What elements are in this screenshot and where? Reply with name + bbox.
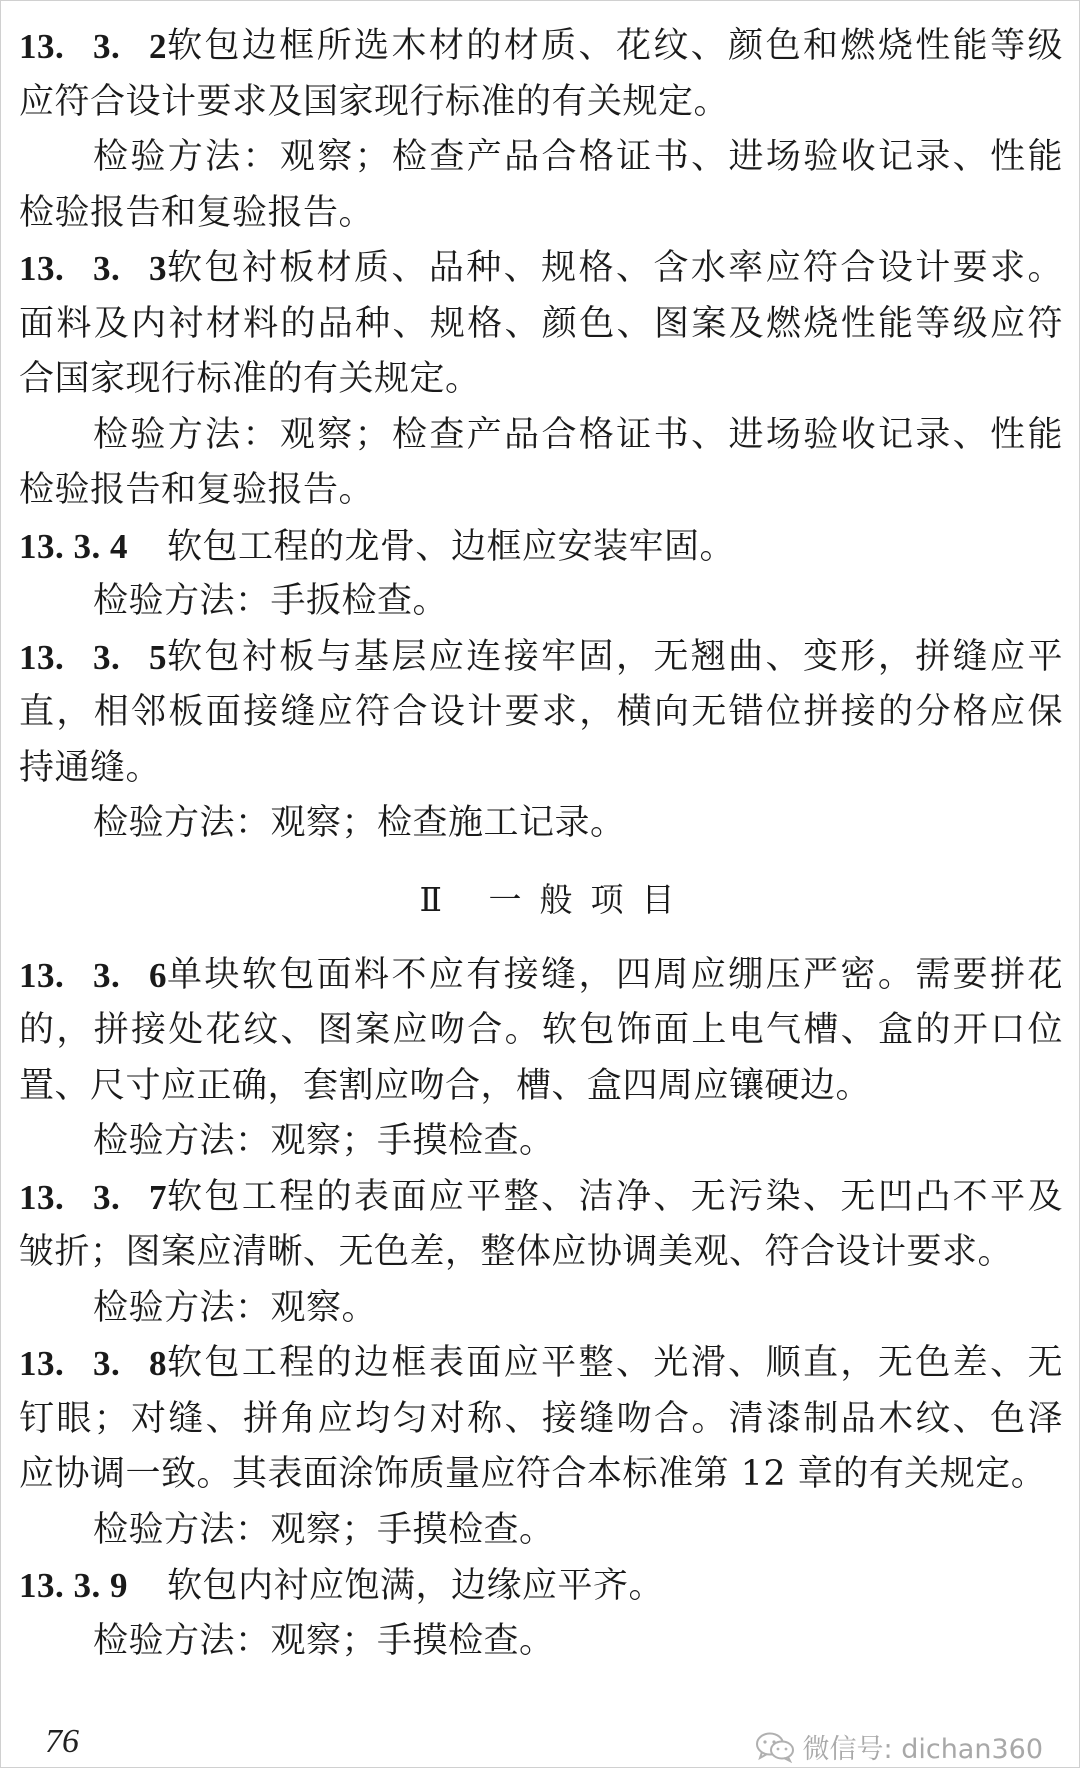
- clause-block: [19, 1170, 1063, 1337]
- clause-number: 13. 3. 3: [19, 249, 167, 288]
- clause-text-line: 钉眼；对缝、拼角应均匀对称、接缝吻合。清漆制品木纹、色泽: [19, 1398, 1063, 1439]
- clause-text-line: [19, 519, 1063, 575]
- inspection-method-line: 检验方法：观察；检查产品合格证书、进场验收记录、性能: [93, 414, 1063, 455]
- clause-number: 13. 3. 7: [19, 1177, 167, 1217]
- clause-text-line: [19, 1558, 1063, 1614]
- inspection-method-line: 检验报告和复验报告。: [19, 192, 375, 233]
- wechat-icon: [755, 1731, 795, 1763]
- clause-block: [19, 630, 1063, 852]
- clause-text: 软包边框所选木材的材质、花纹、颜色和燃烧性能等级: [167, 26, 1063, 66]
- clause-text: 单块软包面料不应有接缝，四周应绷压严密。需要拼花: [167, 954, 1063, 995]
- clause-text-line: [19, 948, 1063, 1004]
- watermark: [755, 1727, 1043, 1766]
- inspection-method-line: 检验方法：观察；检查产品合格证书、进场验收记录、性能: [93, 137, 1063, 177]
- clause-text-line: 置、尺寸应正确，套割应吻合，槽、盒四周应镶硬边。: [19, 1065, 872, 1106]
- clause-text-line: [19, 1170, 1063, 1226]
- clause-number: 13. 3. 9: [19, 1566, 128, 1605]
- clause-number: 13. 3. 2: [19, 27, 167, 66]
- clause-text-line: [19, 630, 1063, 686]
- page-number: 76: [45, 1723, 79, 1760]
- clause-text-line: 持通缝。: [19, 747, 162, 788]
- inspection-method-line: 检验方法：手扳检查。: [93, 581, 449, 621]
- clause-block: [19, 241, 1063, 519]
- clause-text-line: 合国家现行标准的有关规定。: [19, 359, 481, 399]
- clause-number: 13. 3. 4: [19, 526, 128, 566]
- clause-text: 软包工程的表面应平整、洁净、无污染、无凹凸不平及: [167, 1176, 1063, 1217]
- clause-text-line: 应协调一致。其表面涂饰质量应符合本标准第 12 章的有关规定。: [19, 1454, 1047, 1494]
- clause-number: 13. 3. 8: [19, 1344, 167, 1383]
- clause-text-line: [19, 241, 1063, 297]
- watermark-text: 微信号: dichan360: [802, 1734, 1043, 1765]
- clause-text-line: 面料及内衬材料的品种、规格、颜色、图案及燃烧性能等级应符: [19, 303, 1063, 344]
- inspection-method-line: 检验方法：观察；手摸检查。: [93, 1509, 555, 1550]
- inspection-method-line: 检验方法：观察；手摸检查。: [93, 1620, 555, 1661]
- inspection-method-line: 检验方法：观察；检查施工记录。: [93, 803, 626, 843]
- document-body: [19, 19, 1063, 1669]
- clause-block: [19, 519, 1063, 630]
- clause-text-line: 应符合设计要求及国家现行标准的有关规定。: [19, 81, 730, 122]
- clause-text-line: 的，拼接处花纹、图案应吻合。软包饰面上电气槽、盒的开口位: [19, 1010, 1063, 1050]
- inspection-method-line: 检验报告和复验报告。: [19, 470, 375, 510]
- section-title: Ⅱ 一般项目: [419, 879, 693, 919]
- clause-text-line: [19, 1336, 1063, 1392]
- clause-text-line: [19, 19, 1063, 75]
- clause-text: 软包内衬应饱满，边缘应平齐。: [167, 1566, 665, 1606]
- clause-text: 软包衬板与基层应连接牢固，无翘曲、变形，拼缝应平: [167, 636, 1063, 677]
- clause-text: 软包工程的边框表面应平整、光滑、顺直，无色差、无: [167, 1343, 1063, 1383]
- clause-block: [19, 19, 1063, 241]
- clause-number: 13. 3. 6: [19, 955, 167, 995]
- clause-text: 软包衬板材质、品种、规格、含水率应符合设计要求。: [167, 248, 1063, 288]
- clause-block: [19, 1336, 1063, 1558]
- inspection-method-line: 检验方法：观察；手摸检查。: [93, 1121, 555, 1161]
- clause-text: 软包工程的龙骨、边框应安装牢固。: [167, 526, 736, 567]
- clause-block: [19, 1558, 1063, 1669]
- clause-text-line: 皱折；图案应清晰、无色差，整体应协调美观、符合设计要求。: [19, 1232, 1014, 1272]
- inspection-method-line: 检验方法：观察。: [93, 1287, 378, 1328]
- clause-block: [19, 948, 1063, 1170]
- clause-number: 13. 3. 5: [19, 637, 167, 677]
- clause-text-line: 直，相邻板面接缝应符合设计要求，横向无错位拼接的分格应保: [19, 692, 1063, 732]
